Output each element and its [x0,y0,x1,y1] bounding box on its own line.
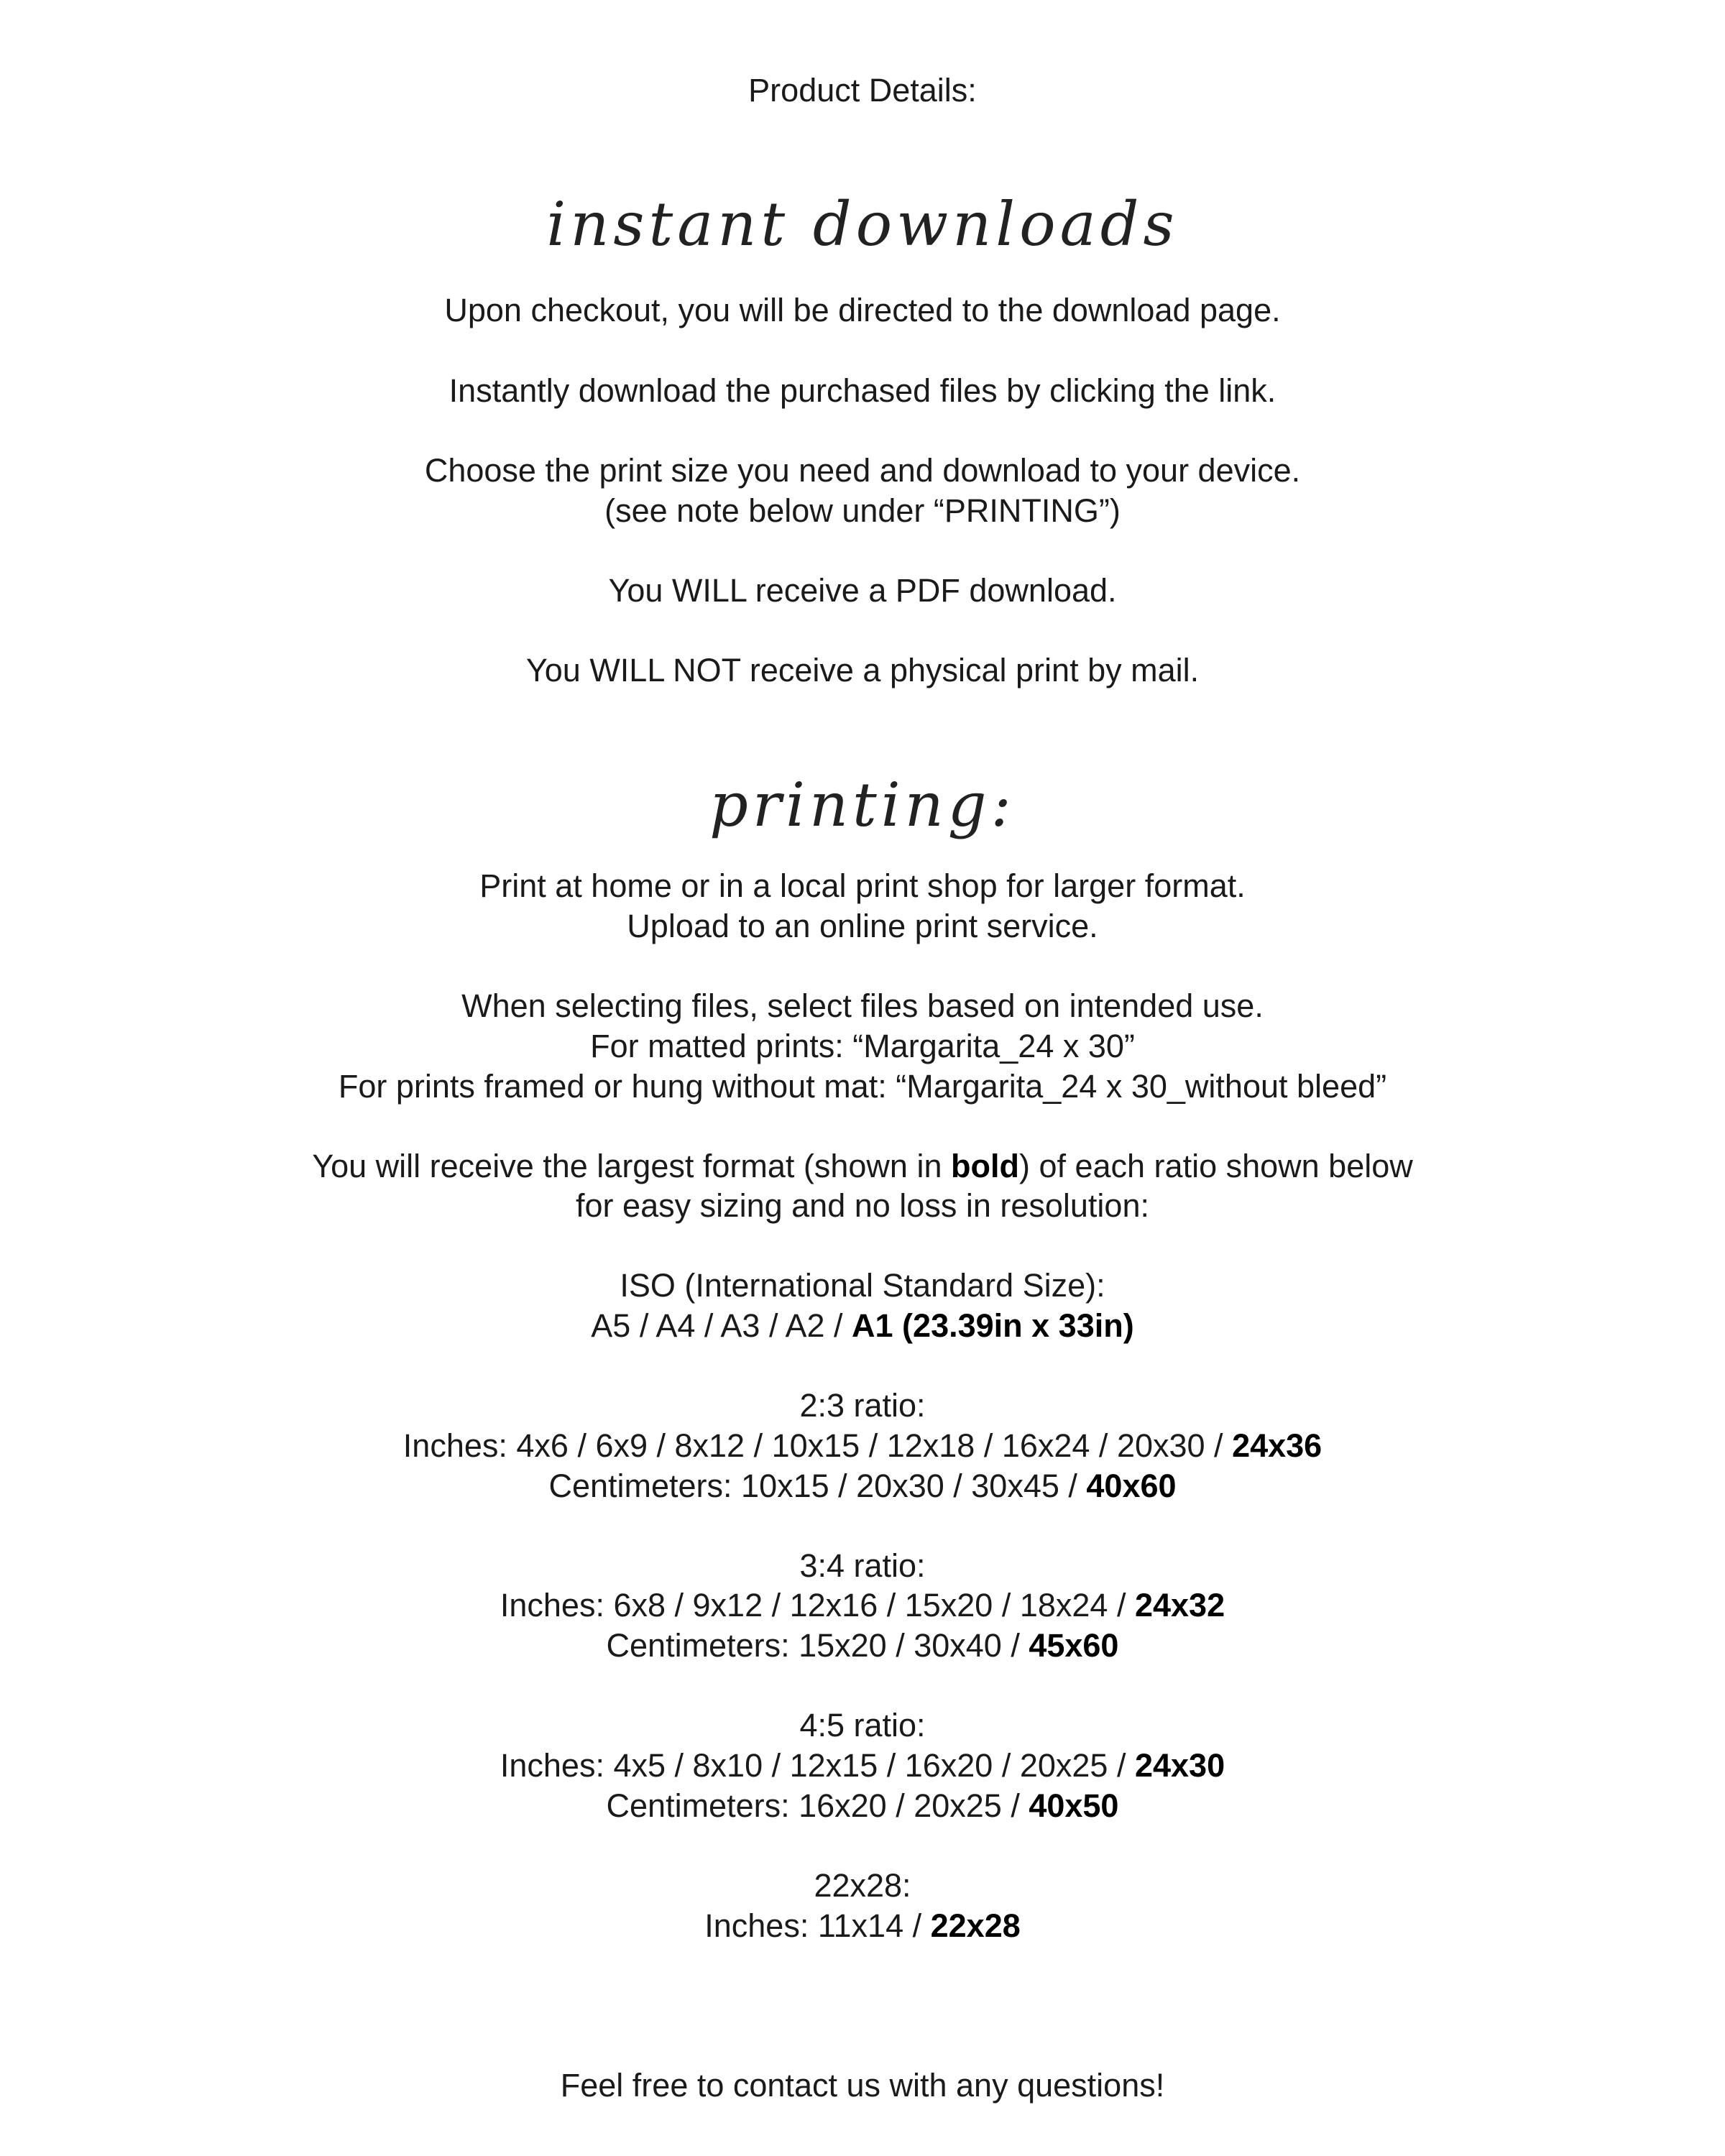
ratio-3-4-inches-largest: 24x32 [1134,1587,1225,1623]
ratio-2-3-centimeters [0,1466,1725,1506]
printing-text-largest-format [0,1146,1725,1187]
ratio-4-5-cm-largest: 40x50 [1029,1787,1119,1824]
downloads-text-pdf: You WILL receive a PDF download. [608,572,1117,609]
largest-format-text-pre: You will receive the largest format (shown in [312,1148,951,1184]
section-heading-printing: printing: [709,770,1016,840]
ratio-22x28-label: 22x28: [814,1867,911,1904]
iso-sizes [0,1306,1725,1346]
printing-text-without-mat: For prints framed or hung without mat: “Margarita_24 x 30_without bleed” [338,1068,1387,1105]
ratio-4-5-inches [0,1746,1725,1786]
printing-text-selecting: When selecting files, select files based on intended use. [461,987,1264,1024]
largest-format-text-post: ) of each ratio shown below [1018,1148,1413,1184]
printing-text-easy-sizing: for easy sizing and no loss in resolution: [576,1187,1149,1224]
largest-format-bold-word: bold [950,1148,1019,1184]
ratio-3-4-centimeters [0,1626,1725,1666]
printing-text-home: Print at home or in a local print shop for larger format. [479,867,1246,904]
ratio-4-5-centimeters [0,1786,1725,1826]
downloads-text-no-physical: You WILL NOT receive a physical print by mail. [525,652,1200,688]
ratio-2-3-label: 2:3 ratio: [799,1387,926,1424]
downloads-text-instant: Instantly download the purchased files by clicking the link. [448,372,1276,409]
ratio-22x28-inches [0,1906,1725,1946]
ratio-22x28-inches-normal: Inches: 11x14 / [704,1907,931,1944]
downloads-text-checkout: Upon checkout, you will be directed to the download page. [444,292,1281,328]
printing-text-matted: For matted prints: “Margarita_24 x 30” [590,1028,1135,1064]
ratio-4-5-inches-largest: 24x30 [1134,1747,1225,1784]
contact-text: Feel free to contact us with any questions! [560,2067,1165,2104]
ratio-4-5-label: 4:5 ratio: [799,1707,926,1743]
iso-label: ISO (International Standard Size): [620,1267,1105,1304]
ratio-3-4-cm-normal: Centimeters: 15x20 / 30x40 / [606,1627,1029,1664]
ratio-4-5-cm-normal: Centimeters: 16x20 / 20x25 / [606,1787,1029,1824]
ratio-3-4-label: 3:4 ratio: [799,1547,926,1584]
ratio-3-4-inches [0,1585,1725,1626]
ratio-2-3-cm-normal: Centimeters: 10x15 / 20x30 / 30x45 / [548,1468,1087,1504]
ratio-2-3-cm-largest: 40x60 [1086,1468,1177,1504]
ratio-3-4-inches-normal: Inches: 6x8 / 9x12 / 12x16 / 15x20 / 18x24 / [500,1587,1135,1623]
ratio-2-3-inches-normal: Inches: 4x6 / 6x9 / 8x12 / 10x15 / 12x18 / 16x24 / 20x30 / [402,1427,1233,1464]
section-heading-instant-downloads: instant downloads [546,189,1179,259]
iso-sizes-normal: A5 / A4 / A3 / A2 / [591,1307,852,1344]
downloads-text-see-note: (see note below under “PRINTING”) [604,492,1121,529]
ratio-3-4-cm-largest: 45x60 [1029,1627,1119,1664]
downloads-text-choose-size: Choose the print size you need and download to your device. [424,452,1301,489]
printing-text-online: Upload to an online print service. [627,908,1098,944]
iso-sizes-largest: A1 (23.39in x 33in) [852,1307,1134,1344]
ratio-2-3-inches [0,1426,1725,1466]
ratio-22x28-inches-largest: 22x28 [930,1907,1021,1944]
ratio-4-5-inches-normal: Inches: 4x5 / 8x10 / 12x15 / 16x20 / 20x25 / [500,1747,1135,1784]
ratio-2-3-inches-largest: 24x36 [1232,1427,1322,1464]
page-title: Product Details: [748,72,977,109]
